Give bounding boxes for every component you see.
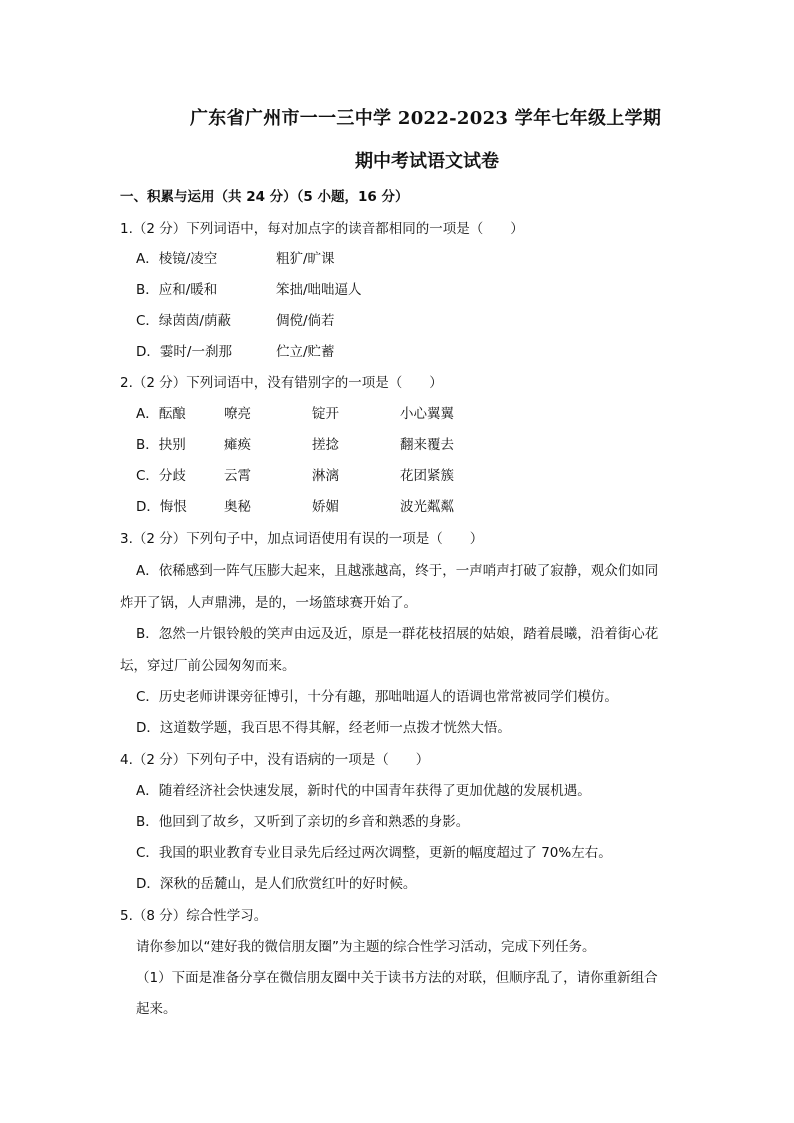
question-2-option-c xyxy=(136,467,454,485)
question-3-option-a-line2: 炸开了锅，人声鼎沸，是的，一场篮球赛开始了。 xyxy=(120,595,417,611)
question-2-stem: 2.（2 分）下列词语中，没有错别字的一项是（ ） xyxy=(120,375,443,391)
word: A．酝酿 xyxy=(136,406,186,422)
question-1-option-c xyxy=(136,312,335,330)
word: 奥秘 xyxy=(224,499,251,515)
question-1-stem: 1.（2 分）下列词语中，每对加点字的读音都相同的一项是（ ） xyxy=(120,221,524,237)
word: 波光粼粼 xyxy=(400,499,454,515)
question-4-option-c: C．我国的职业教育专业目录先后经过两次调整，更新的幅度超过了 70%左右。 xyxy=(136,845,612,861)
question-4-option-b: B．他回到了故乡，又听到了亲切的乡音和熟悉的身影。 xyxy=(136,814,470,830)
question-5-task1-line2: 起来。 xyxy=(136,1001,177,1017)
word: 小心翼翼 xyxy=(400,406,454,422)
word: D．悔恨 xyxy=(136,499,187,515)
question-5-intro: 请你参加以“建好我的微信朋友圈”为主题的综合性学习活动，完成下列任务。 xyxy=(136,939,596,955)
word: 花团紧簇 xyxy=(400,468,454,484)
option-part: 粗犷/旷课 xyxy=(276,251,335,267)
option-part: D．霎时/一刹那 xyxy=(136,344,232,360)
option-part: 倜傥/倘若 xyxy=(276,313,335,329)
option-part: 笨拙/咄咄逼人 xyxy=(276,282,362,298)
word: 搓捻 xyxy=(312,437,339,453)
question-1-option-a xyxy=(136,250,335,268)
option-part: 伫立/贮蓄 xyxy=(276,344,335,360)
question-1-option-b xyxy=(136,281,362,299)
question-3-option-a-line1: A．依稀感到一阵气压膨大起来，且越涨越高，终于，一声哨声打破了寂静，观众们如同 xyxy=(136,563,659,579)
option-part: B．应和/暖和 xyxy=(136,282,218,298)
question-1-option-d xyxy=(136,343,335,361)
word: 翻来覆去 xyxy=(400,437,454,453)
option-part: A．棱镜/凌空 xyxy=(136,251,218,267)
question-2-option-a xyxy=(136,405,454,423)
section-heading: 一、积累与运用（共 24 分）（5 小题，16 分） xyxy=(120,189,409,205)
option-part: C．绿茵茵/荫蔽 xyxy=(136,313,231,329)
word: B．抉别 xyxy=(136,437,186,453)
question-3-option-b-line2: 坛，穿过厂前公园匆匆而来。 xyxy=(120,658,296,674)
word: 锭开 xyxy=(312,406,339,422)
question-5-stem: 5.（8 分）综合性学习。 xyxy=(120,908,268,924)
exam-title-line1: 广东省广州市一一三中学 2022-2023 学年七年级上学期 xyxy=(190,108,662,129)
question-4-option-a: A．随着经济社会快速发展，新时代的中国青年获得了更加优越的发展机遇。 xyxy=(136,783,591,799)
question-5-task1-line1: （1）下面是准备分享在微信朋友圈中关于读书方法的对联，但顺序乱了，请你重新组合 xyxy=(136,970,658,986)
question-3-option-b-line1: B．忽然一片银铃般的笑声由远及近，原是一群花枝招展的姑娘，踏着晨曦，沿着街心花 xyxy=(136,626,659,642)
question-3-stem: 3.（2 分）下列句子中，加点词语使用有误的一项是（ ） xyxy=(120,531,484,547)
word: 娇媚 xyxy=(312,499,339,515)
question-3-option-c: C．历史老师讲课旁征博引，十分有趣，那咄咄逼人的语调也常常被同学们模仿。 xyxy=(136,689,618,705)
question-3-option-d: D．这道数学题，我百思不得其解，经老师一点拨才恍然大悟。 xyxy=(136,720,511,736)
word: 瘫痪 xyxy=(224,437,251,453)
word: 云霄 xyxy=(224,468,251,484)
question-4-option-d: D．深秋的岳麓山，是人们欣赏红叶的好时候。 xyxy=(136,876,417,892)
word: C．分歧 xyxy=(136,468,186,484)
question-2-option-b xyxy=(136,436,454,454)
question-2-option-d xyxy=(136,498,454,516)
word: 嘹亮 xyxy=(224,406,251,422)
question-4-stem: 4.（2 分）下列句子中，没有语病的一项是（ ） xyxy=(120,752,430,768)
exam-title-line2: 期中考试语文试卷 xyxy=(355,151,499,172)
word: 淋漓 xyxy=(312,468,339,484)
